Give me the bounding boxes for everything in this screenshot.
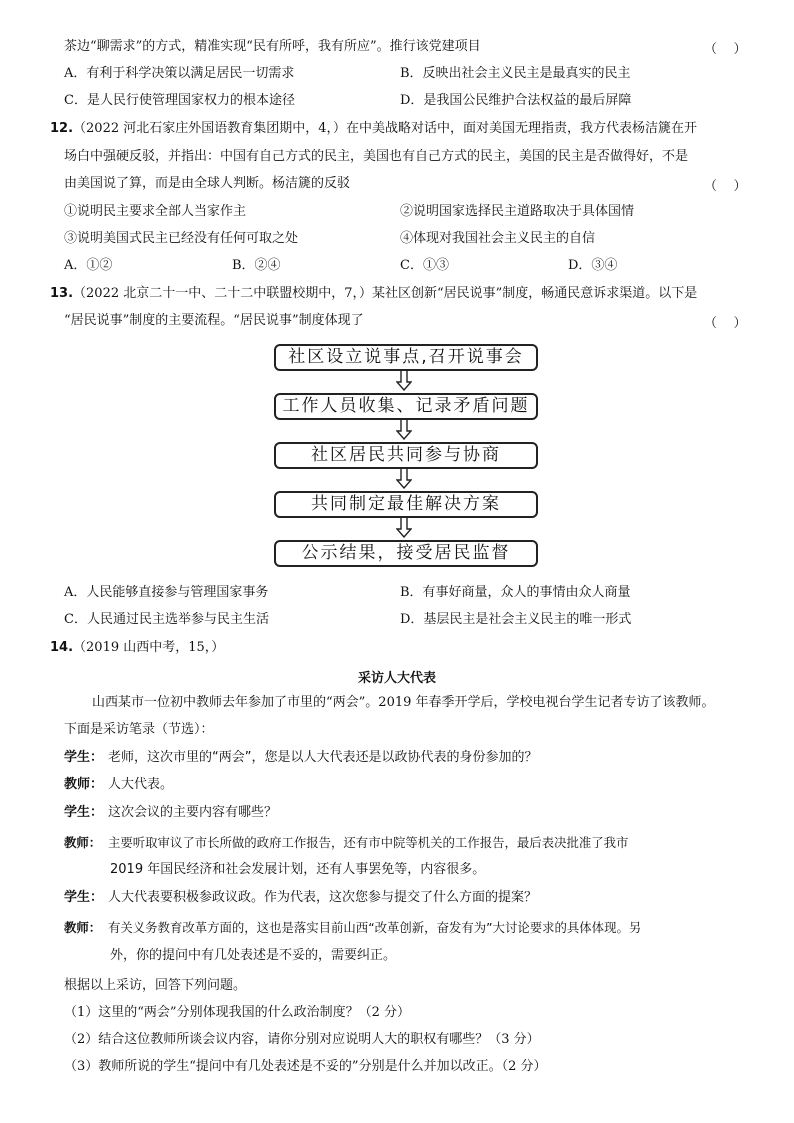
q13-line1-text: （2022 北京二十一中、二十二中联盟校期中，7，）某社区创新“居民说事”制度，畅通民意诉求渠道。以下是 <box>73 286 698 301</box>
q13-number: 13. <box>50 286 74 301</box>
speaker-teacher: 教师： <box>64 777 104 792</box>
q14-intro-1: 山西某市一位初中教师去年参加了市里的“两会”。2019 年春季开学后，学校电视台学生记者专访了该教师。 <box>92 695 715 710</box>
q13-option-b: B．有事好商量，众人的事情由众人商量 <box>400 585 631 600</box>
q12-number: 12. <box>50 121 74 136</box>
dialogue-line-4-cont: 2019 年国民经济和社会发展计划，还有人事罢免等，内容很多。 <box>110 862 486 877</box>
q12-option-c: C．①③ <box>400 258 449 273</box>
q11-option-b: B．反映出社会主义民主是最真实的民主 <box>400 66 631 81</box>
q12-line2: 场白中强硬反驳，并指出：中国有自己方式的民主，美国也有自己方式的民主，美国的民主是否做得好，不是 <box>64 149 689 164</box>
q14-line1 <box>50 639 750 659</box>
q12-item-1: ①说明民主要求全部人当家作主 <box>64 204 247 219</box>
flow-step-2: 工作人员收集、记录矛盾问题 <box>274 393 538 420</box>
dialogue-text: 有关义务教育改革方面的，这也是落实目前山西“改革创新，奋发有为”大讨论要求的具体体现。另 <box>108 920 642 935</box>
flow-step-5: 公示结果，接受居民监督 <box>274 540 538 567</box>
dialogue-text: 这次会议的主要内容有哪些？ <box>108 805 278 820</box>
q12-answer-paren: （ ） <box>704 179 747 194</box>
q11-stem-tail <box>64 38 744 58</box>
q11-option-a: A．有利于科学决策以满足居民一切需求 <box>64 66 295 81</box>
speaker-student: 学生： <box>64 750 104 765</box>
flow-step-4: 共同制定最佳解决方案 <box>274 491 538 518</box>
dialogue-line-6-cont: 外，你的提问中有几处表述是不妥的，需要纠正。 <box>110 948 397 963</box>
q14-title: 采访人大代表 <box>357 671 436 686</box>
q12-line1-text: （2022 河北石家庄外国语教育集团期中，4，）在中美战略对话中，面对美国无理指责，我方代表杨洁篪在开 <box>73 121 698 136</box>
q12-option-a: A．①② <box>64 258 113 273</box>
speaker-student: 学生： <box>64 805 104 820</box>
q13-line2: “居民说事”制度的主要流程。“居民说事”制度体现了 <box>64 313 364 328</box>
dialogue-text: 人大代表。 <box>108 777 174 792</box>
q13-option-a: A．人民能够直接参与管理国家事务 <box>64 585 269 600</box>
q12-option-b: B．②④ <box>232 258 281 273</box>
dialogue-line-4 <box>64 834 754 852</box>
q14-number: 14. <box>50 640 74 655</box>
q13-option-d: D．基层民主是社会主义民主的唯一形式 <box>400 612 632 627</box>
dialogue-line-3 <box>64 804 754 822</box>
q13-answer-paren: （ ） <box>704 316 747 331</box>
dialogue-text: 主要听取审议了市长所做的政府工作报告，还有市中院等机关的工作报告，最后表决批准了我市 <box>108 835 629 850</box>
flow-arrow-1-icon <box>396 371 412 391</box>
q12-item-3: ③说明美国式民主已经没有任何可取之处 <box>64 231 299 246</box>
q11-stem-text: 茶边“聊需求”的方式，精准实现“民有所呼，我有所应”。推行该党建项目 <box>64 39 481 54</box>
speaker-teacher: 教师： <box>64 835 102 850</box>
q12-item-4: ④体现对我国社会主义民主的自信 <box>400 231 596 246</box>
q13-line1 <box>50 285 750 305</box>
flow-step-3: 社区居民共同参与协商 <box>274 442 538 469</box>
dialogue-line-1 <box>64 749 754 767</box>
flow-arrow-3-icon <box>396 469 412 489</box>
q14-question-2: （2）结合这位教师所谈会议内容，请你分别对应说明人大的职权有哪些？（3 分） <box>64 1032 540 1047</box>
q12-option-d: D．③④ <box>568 258 618 273</box>
dialogue-text: 人大代表要积极参政议政。作为代表，这次您参与提交了什么方面的提案？ <box>108 890 538 905</box>
flow-arrow-2-icon <box>396 420 412 440</box>
q12-item-2: ②说明国家选择民主道路取决于具体国情 <box>400 204 635 219</box>
dialogue-text: 老师，这次市里的“两会”，您是以人大代表还是以政协代表的身份参加的？ <box>108 750 538 765</box>
speaker-teacher: 教师： <box>64 920 102 935</box>
q14-question-1: （1）这里的“两会”分别体现我国的什么政治制度？（2 分） <box>64 1005 410 1020</box>
q11-option-d: D．是我国公民维护合法权益的最后屏障 <box>400 93 632 108</box>
q14-question-3: （3）教师所说的学生“提问中有几处表述是不妥的”分别是什么并加以改正。（2 分） <box>64 1059 547 1074</box>
dialogue-line-5 <box>64 889 754 907</box>
q14-source: （2019 山西中考，15，） <box>73 640 225 655</box>
flow-step-1: 社区设立说事点,召开说事会 <box>274 344 538 371</box>
q11-answer-paren: （ ） <box>704 42 747 57</box>
flow-arrow-4-icon <box>396 518 412 538</box>
dialogue-line-2 <box>64 776 754 794</box>
dialogue-line-6 <box>64 919 754 937</box>
q13-option-c: C．人民通过民主选举参与民主生活 <box>64 612 269 627</box>
q14-intro-2: 下面是采访笔录（节选）： <box>64 722 214 737</box>
q14-prompt: 根据以上采访，回答下列问题。 <box>64 978 247 993</box>
q12-line3: 由美国说了算，而是由全球人判断。杨洁篪的反驳 <box>64 176 351 191</box>
speaker-student: 学生： <box>64 890 104 905</box>
q11-option-c: C．是人民行使管理国家权力的根本途径 <box>64 93 295 108</box>
q12-line1 <box>50 120 750 140</box>
